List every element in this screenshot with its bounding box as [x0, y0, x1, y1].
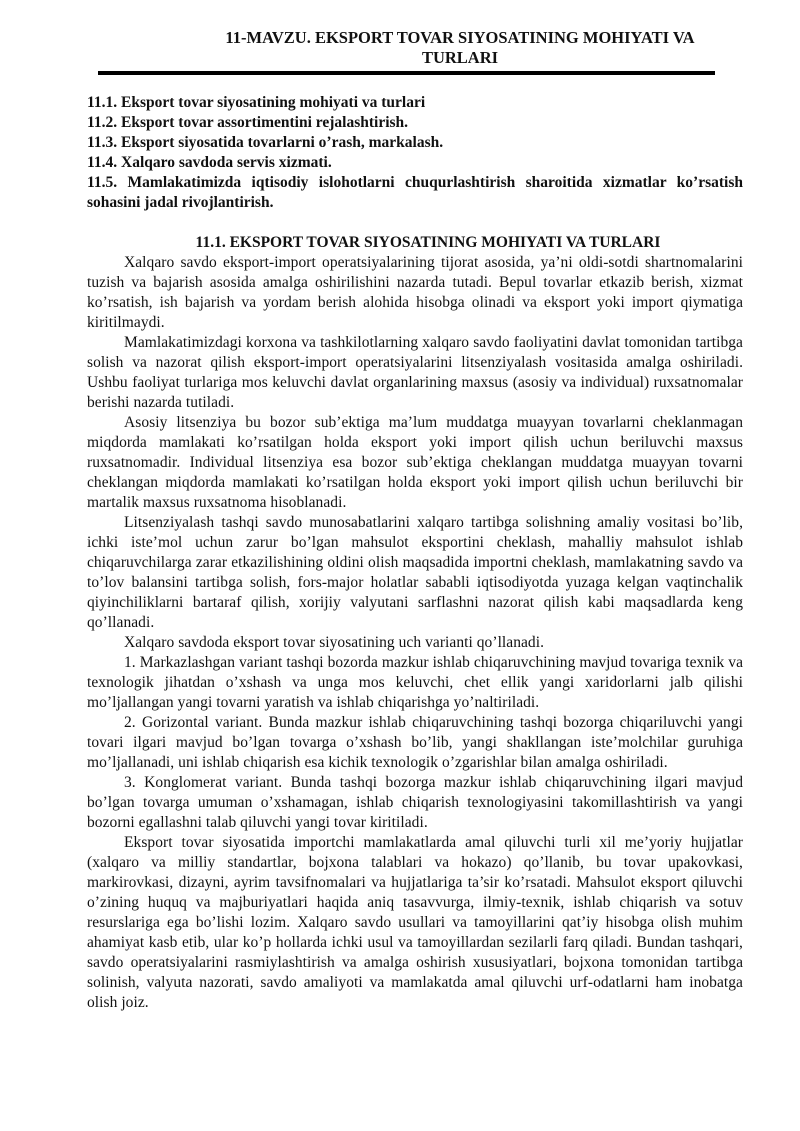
title-underline — [98, 71, 715, 75]
toc-item: 11.1. Eksport tovar siyosatining mohiyati va turlari — [87, 94, 426, 111]
document-page — [87, 28, 743, 1013]
paragraph: Eksport tovar siyosatida importchi mamlakatlarda amal qiluvchi turli xil me’yoriy hujjatlar (xalqaro va milliy standartlar, bojxona talablari va hokazo) qo’llanib, bu tovar upakovkasi, markirovkasi, dizayni, ayrim tavsifnomalari va hujjatlariga ta’sir ko’rsatadi. Mahsulot eksport qiluvchi o’zining huquq va majburiyatlari haqida aniq tasavvurga, ilmiy-texnik, ishlab chiqarish va sotuv resurslariga ega bo’lishi lozim. Xalqaro savdo usullari va tamoyillarini qat’iy hisobga olish muhim ahamiyat kasb etib, ular ko’p hollarda ichki usul va tamoyillardan sezilarli farq qiladi. Bundan tashqari, savdo operatsiyalarini rasmiylashtirish va amalga oshirish xususiyatlari, bojxona tomonidan tartibga solinish, valyuta nazorati, savdo amaliyoti va mamlakatda amal qiluvchi urf-odatlarni ham inobatga olish joiz. — [87, 834, 743, 1011]
paragraph: Asosiy litsenziya bu bozor sub’ektiga ma’lum muddatga muayyan tovarlarni cheklanmagan miqdorda mamlakati ko’rsatilgan holda eksport yoki import qilish uchun beriluvchi maxsus ruxsatnomadir. Individual litsenziya esa bozor sub’ektiga cheklangan muddatga muayyan tovarni cheklangan miqdorda mamlakati ko’rsatilgan holda eksport yoki import qilish uchun beriluvchi bir martalik maxsus ruxsatnoma hisoblanadi. — [87, 414, 743, 511]
toc-item: 11.3. Eksport siyosatida tovarlarni o’rash, markalash. — [87, 134, 444, 151]
section-heading: 11.1. EKSPORT TOVAR SIYOSATINING MOHIYATI VA TURLARI — [195, 234, 661, 251]
table-of-contents — [87, 93, 743, 213]
toc-item: 11.2. Eksport tovar assortimentini rejalashtirish. — [87, 114, 409, 131]
paragraph: Mamlakatimizdagi korxona va tashkilotlarning xalqaro savdo faoliyatini davlat tomonidan tartibga solish va nazorat qilish eksport-import operatsiyalarini litsenziyalash vositasida amalga oshiriladi. Ushbu faoliyat turlariga mos keluvchi davlat organlarining maxsus (asosiy va individual) ruxsatnomalar berishi nazarda tutiladi. — [87, 334, 743, 411]
paragraph: Xalqaro savdo eksport-import operatsiyalarining tijorat asosida, ya’ni oldi-sotdi shartnomalarini tuzish va bajarish asosida amalga oshirilishini nazarda tutadi. Bepul tovarlar etkazib berish, xizmat ko’rsatish, ish bajarish va yordam berish alohida hisobga olinadi va eksport yoki import qiymatiga kiritilmaydi. — [87, 254, 743, 331]
toc-item: 11.5. Mamlakatimizda iqtisodiy islohotlarni chuqurlashtirish sharoitida xizmatlar ko’rsatish sohasini jadal rivojlantirish. — [87, 174, 743, 211]
paragraph: Xalqaro savdoda eksport tovar siyosatining uch varianti qo’llanadi. — [124, 634, 545, 651]
paragraph: Litsenziyalash tashqi savdo munosabatlarini xalqaro tartibga solishning amaliy vositasi bo’lib, ichki iste’mol uchun zarur bo’lgan mahsulot eksportini cheklash, mahalliy mahsulot ishlab chiqaruvchilarga zarar etkazilishining oldini olish maqsadida importni cheklash, mamlakatning savdo va to’lov balansini tartibga solish, fors-major holatlar sababli iqtisodiyotda yuzaga kelgan vaqtinchalik qiyinchiliklarni bartaraf qilish, xorijiy valyutani sarflashni nazorat qilish kabi maqsadlarda keng qo’llanadi. — [87, 514, 743, 631]
section-body — [87, 253, 743, 1013]
toc-item: 11.4. Xalqaro savdoda servis xizmati. — [87, 154, 332, 171]
page-title: 11-MAVZU. EKSPORT TOVAR SIYOSATINING MOHIYATI VA TURLARI — [225, 28, 695, 67]
paragraph: 3. Konglomerat variant. Bunda tashqi bozorga mazkur ishlab chiqaruvchining ilgari mavjud bo’lgan tovarga umuman o’xshamagan, ishlab chiqarish texnologiyasini takomillashtirish va yangi bozorni egallashni talab qiluvchi yangi tovar kiritiladi. — [87, 774, 743, 831]
paragraph: 1. Markazlashgan variant tashqi bozorda mazkur ishlab chiqaruvchining mavjud tovariga texnik va texnologik jihatdan o’xshash va unga mos keluvchi, chet ellik yangi xaridorlarni jalb qilishi mo’ljallangan yangi tovarni yaratish va ishlab chiqarishga yo’naltiriladi. — [87, 654, 743, 711]
paragraph: 2. Gorizontal variant. Bunda mazkur ishlab chiqaruvchining tashqi bozorga chiqariluvchi yangi tovari ilgari mavjud bo’lgan tovarga o’xshash bo’lib, yangi shakllangan iste’molchilar guruhiga mo’ljallanadi, uni ishlab chiqarish esa kichik texnologik o’zgarishlar bilan amalga oshiriladi. — [87, 714, 743, 771]
